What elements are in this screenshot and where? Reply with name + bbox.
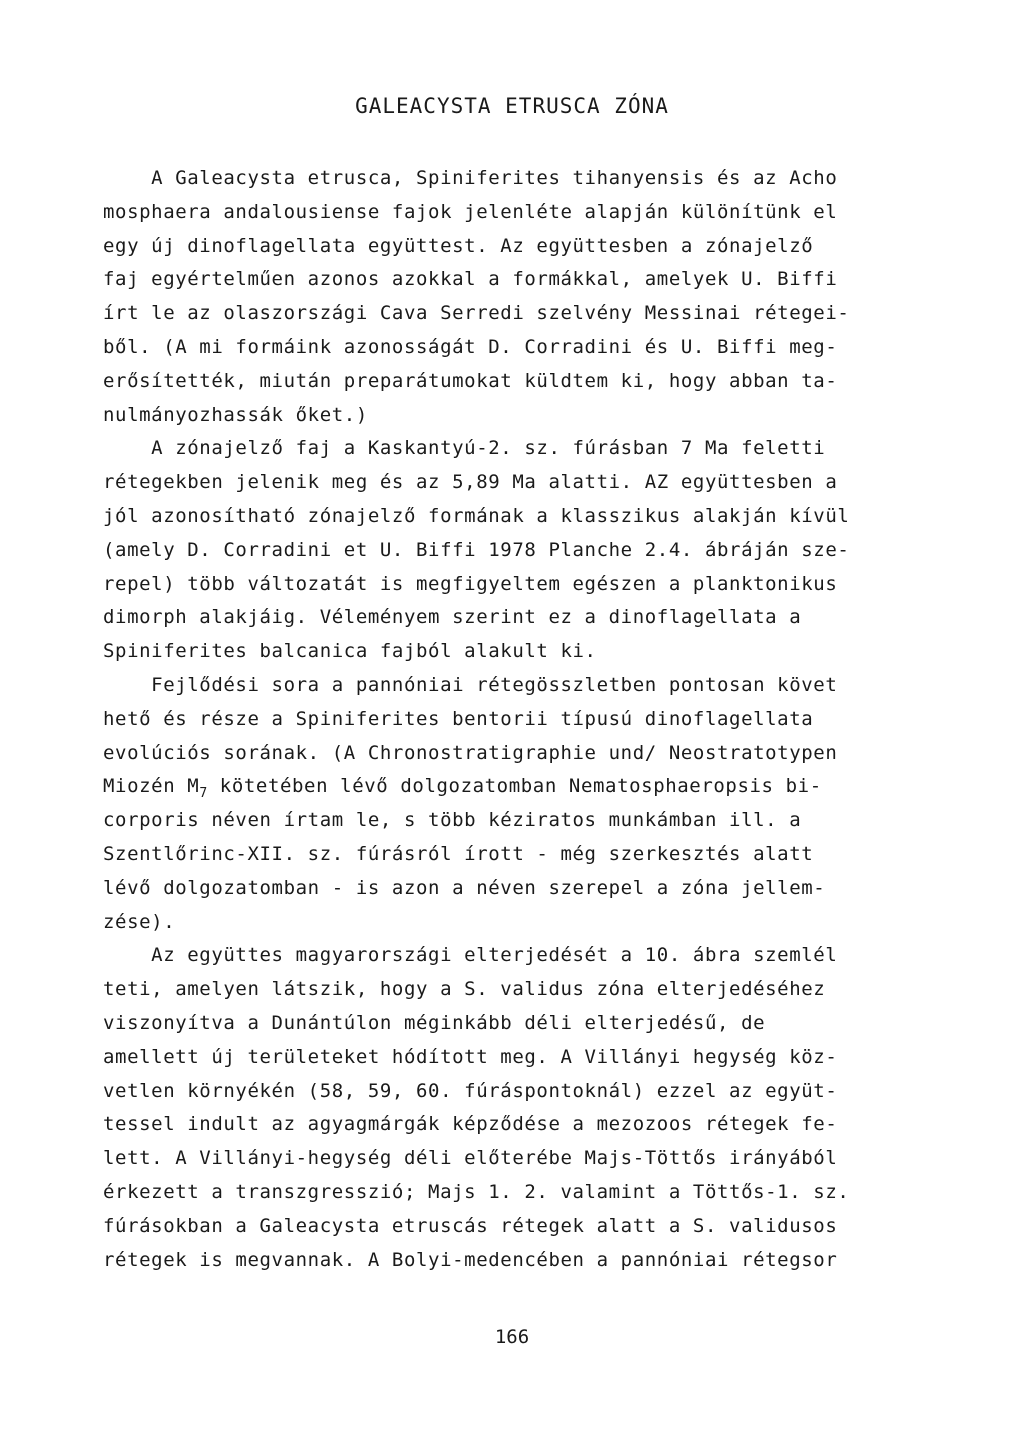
subscript: 7 (199, 786, 208, 802)
text-line: Fejlődési sora a pannóniai rétegösszletben pontosan követ (103, 673, 838, 696)
page-title: GALEACYSTA ETRUSCA ZÓNA (355, 94, 669, 118)
text-line: Az együttes magyarországi elterjedését a 10. ábra szemlél (103, 944, 838, 967)
text-line: evolúciós sorának. (A Chronostratigraphie und/ Neostratotypen (103, 741, 838, 764)
text-line: A Galeacysta etrusca, Spiniferites tihanyensis és az Acho (103, 167, 838, 189)
text-line: amellett új területeket hódított meg. A Villányi hegység köz- (103, 1045, 838, 1068)
text-line: A zónajelző faj a Kaskantyú-2. sz. fúrásban 7 Ma feletti (103, 437, 826, 460)
text-line: Spiniferites balcanica fajból alakult ki. (103, 640, 597, 663)
text-line: érkezett a transzgresszió; Majs 1. 2. valamint a Töttős-1. sz. (103, 1180, 850, 1203)
page-number: 166 (494, 1326, 530, 1348)
text-line: corporis néven írtam le, s több kéziratos munkámban ill. a (103, 809, 802, 832)
text-line: tessel indult az agyagmárgák képződése a mezozoos rétegek fe- (103, 1113, 838, 1136)
text-line: ből. (A mi formáink azonosságát D. Corradini és U. Biffi meg- (103, 335, 838, 358)
text-line: hető és része a Spiniferites bentorii típusú dinoflagellata (103, 707, 814, 730)
text-fragment: Miozén M (103, 775, 200, 798)
text-line: vetlen környékén (58, 59, 60. fúráspontoknál) ezzel az együt- (103, 1079, 838, 1102)
text-line: rétegekben jelenik meg és az 5,89 Ma alatti. AZ együttesben a (103, 471, 838, 494)
text-line: zése). (103, 910, 176, 933)
text-line: dimorph alakjáig. Véleményem szerint ez a dinoflagellata a (103, 606, 802, 629)
text-line: faj egyértelműen azonos azokkal a formákkal, amelyek U. Biffi (103, 268, 838, 291)
text-line: lett. A Villányi-hegység déli előterébe Majs-Töttős irányából (103, 1147, 838, 1170)
text-line: repel) több változatát is megfigyeltem egészen a planktonikus (103, 572, 838, 595)
text-line: lévő dolgozatomban - is azon a néven szerepel a zóna jellem- (103, 876, 826, 899)
text-line: erősítették, miután preparátumokat küldtem ki, hogy abban ta- (103, 369, 838, 392)
text-line: írt le az olaszországi Cava Serredi szelvény Messinai rétegei- (103, 302, 850, 325)
body-text (103, 162, 983, 1277)
text-line-with-subscript (103, 770, 983, 804)
text-line: mosphaera andalousiense fajok jelenléte alapján különítünk el (103, 200, 838, 223)
text-fragment: kötetében lévő dolgozatomban Nematosphaeropsis bi- (207, 775, 822, 798)
text-line: (amely D. Corradini et U. Biffi 1978 Planche 2.4. ábráján sze- (103, 538, 850, 561)
text-line: nulmányozhassák őket.) (103, 403, 368, 426)
text-line: rétegek is megvannak. A Bolyi-medencében a pannóniai rétegsor (103, 1248, 838, 1271)
text-line: viszonyítva a Dunántúlon méginkább déli elterjedésű, de (103, 1011, 766, 1034)
text-line: teti, amelyen látszik, hogy a S. validus zóna elterjedéséhez (103, 978, 826, 1001)
text-line: Szentlőrinc-XII. sz. fúrásról írott - még szerkesztés alatt (103, 842, 814, 865)
text-line: jól azonosítható zónajelző formának a klasszikus alakján kívül (103, 504, 850, 527)
text-line: fúrásokban a Galeacysta etruscás rétegek alatt a S. validusos (103, 1214, 838, 1237)
text-line: egy új dinoflagellata együttest. Az együttesben a zónajelző (103, 234, 814, 257)
